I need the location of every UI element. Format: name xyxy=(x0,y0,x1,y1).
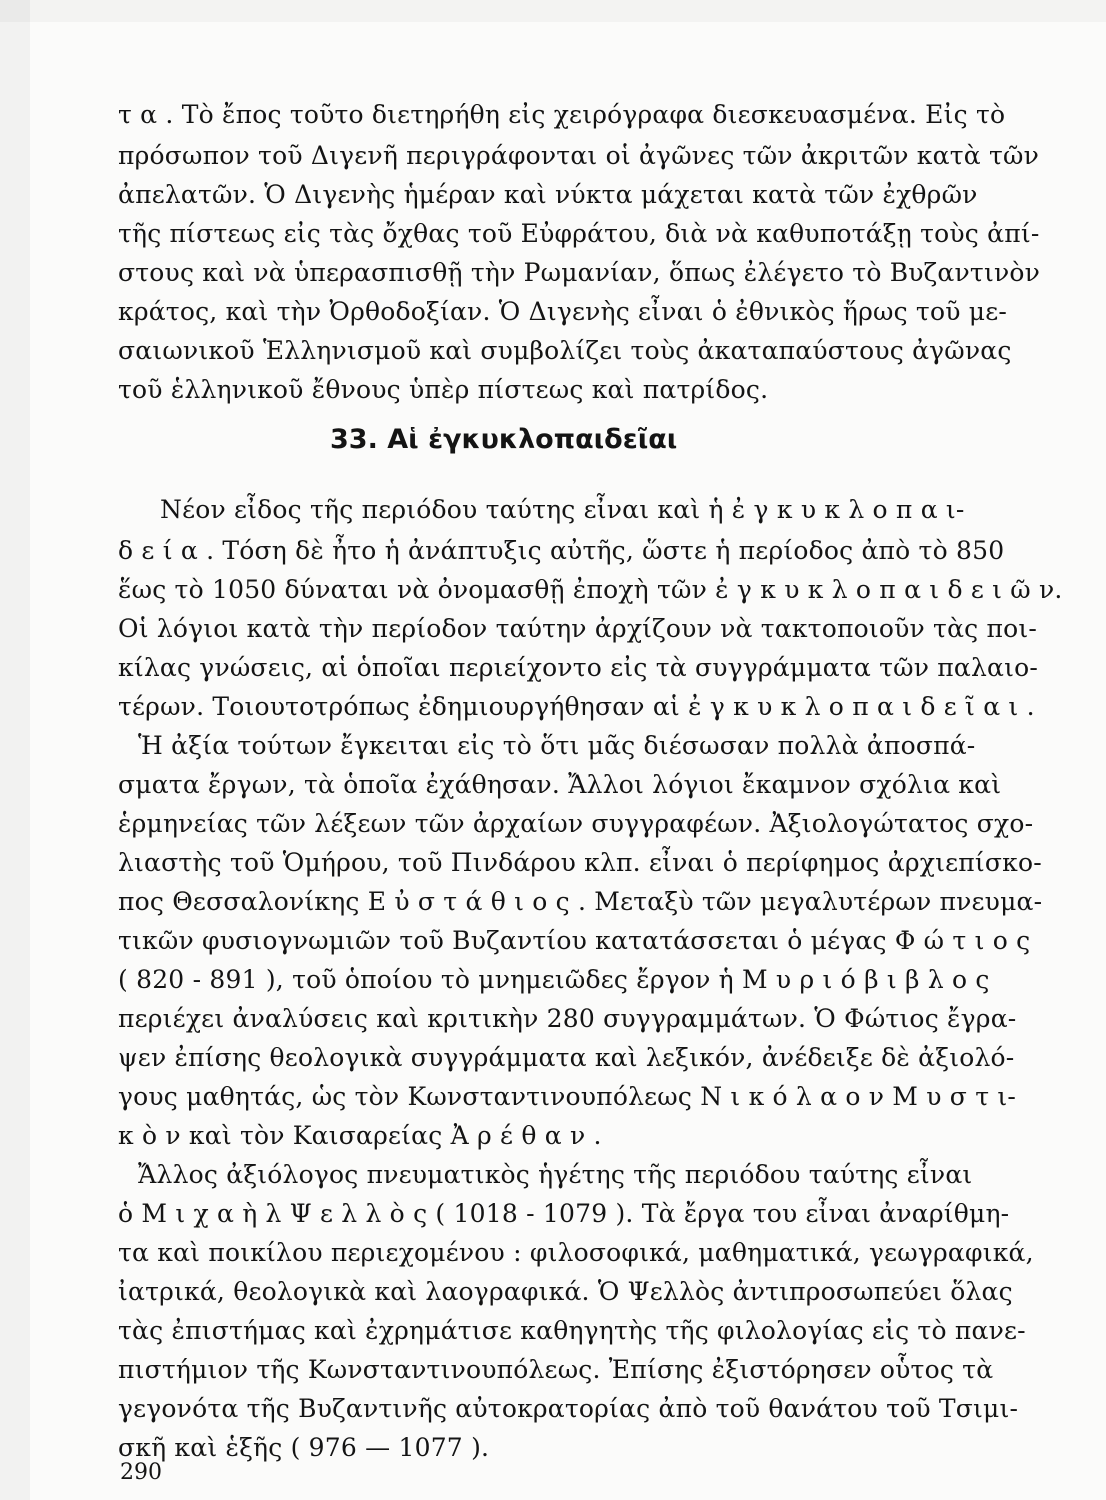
text-line: τ α . Τὸ ἔπος τοῦτο διετηρήθη εἰς χειρόγραφα διεσκευασμένα. Εἰς τὸ xyxy=(118,100,1006,129)
text-line: ἰατρικά, θεολογικὰ καὶ λαογραφικά. Ὁ Ψελλὸς ἀντιπροσωπεύει ὅλας xyxy=(118,1277,1013,1306)
page-gutter-shadow xyxy=(0,0,30,1500)
text-line: τέρων. Τοιουτοτρόπως ἐδημιουργήθησαν αἱ ἐ γ κ υ κ λ ο π α ι δ ε ῖ α ι . xyxy=(118,692,1035,721)
text-line: ὁ Μ ι χ α ὴ λ Ψ ε λ λ ὸ ς ( 1018 - 1079 ). Τὰ ἔργα του εἶναι ἀναρίθμη- xyxy=(118,1199,1010,1228)
text-line: ἕως τὸ 1050 δύναται νὰ ὀνομασθῇ ἐποχὴ τῶν ἐ γ κ υ κ λ ο π α ι δ ε ι ῶ ν. xyxy=(118,575,1063,604)
section-heading xyxy=(330,424,790,456)
paragraph-first-line: Ἡ ἀξία τούτων ἔγκειται εἰς τὸ ὅτι μᾶς διέσωσαν πολλὰ ἀποσπά- xyxy=(138,731,976,760)
text-line: ἀπελατῶν. Ὁ Διγενὴς ἡμέραν καὶ νύκτα μάχεται κατὰ τῶν ἐχθρῶν xyxy=(118,180,978,209)
text-line: δ ε ί α . Τόση δὲ ἦτο ἡ ἀνάπτυξις αὐτῆς, ὥστε ἡ περίοδος ἀπὸ τὸ 850 xyxy=(118,536,1005,565)
text-line: πος Θεσσαλονίκης Ε ὐ σ τ ά θ ι ο ς . Μεταξὺ τῶν μεγαλυτέρων πνευμα- xyxy=(118,887,1043,916)
text-line: κ ὸ ν καὶ τὸν Καισαρείας Ἀ ρ έ θ α ν . xyxy=(118,1121,602,1150)
text-line: ψεν ἐπίσης θεολογικὰ συγγράμματα καὶ λεξικόν, ἀνέδειξε δὲ ἀξιολό- xyxy=(118,1043,1015,1072)
text-line: κίλας γνώσεις, αἱ ὁποῖαι περιείχοντο εἰς τὰ συγγράμματα τῶν παλαιο- xyxy=(118,653,1039,682)
text-line: γους μαθητάς, ὡς τὸν Κωνσταντινουπόλεως Ν ι κ ό λ α ο ν Μ υ σ τ ι- xyxy=(118,1082,1017,1111)
text-line: σκῆ καὶ ἑξῆς ( 976 — 1077 ). xyxy=(118,1433,490,1462)
section-number: 33. xyxy=(330,424,378,455)
text-line: τῆς πίστεως εἰς τὰς ὄχθας τοῦ Εὐφράτου, διὰ νὰ καθυποτάξῃ τοὺς ἀπί- xyxy=(118,219,1040,248)
text-line: πρόσωπον τοῦ Διγενῆ περιγράφονται οἱ ἀγῶνες τῶν ἀκριτῶν κατὰ τῶν xyxy=(118,141,1039,170)
text-line: τα καὶ ποικίλου περιεχομένου : φιλοσοφικά, μαθηματικά, γεωγραφικά, xyxy=(118,1238,1034,1267)
text-line: κράτος, καὶ τὴν Ὀρθοδοξίαν. Ὁ Διγενὴς εἶναι ὁ ἐθνικὸς ἥρως τοῦ με- xyxy=(118,297,1007,326)
page-top-shadow xyxy=(0,0,1106,22)
text-line: τικῶν φυσιογνωμιῶν τοῦ Βυζαντίου κατατάσσεται ὁ μέγας Φ ώ τ ι ο ς xyxy=(118,926,1031,955)
text-line: πιστήμιον τῆς Κωνσταντινουπόλεως. Ἐπίσης ἐξιστόρησεν οὗτος τὰ xyxy=(118,1355,994,1384)
text-line: στους καὶ νὰ ὑπερασπισθῇ τὴν Ρωμανίαν, ὅπως ἐλέγετο τὸ Βυζαντινὸν xyxy=(118,258,1040,287)
text-line: τοῦ ἑλληνικοῦ ἔθνους ὑπὲρ πίστεως καὶ πατρίδος. xyxy=(118,375,769,404)
text-line: ( 820 - 891 ), τοῦ ὁποίου τὸ μνημειῶδες ἔργον ἡ Μ υ ρ ι ό β ι β λ ο ς xyxy=(118,965,990,994)
section-title: Αἱ ἐγκυκλοπαιδεῖαι xyxy=(387,424,678,455)
paragraph-first-line: Νέον εἶδος τῆς περιόδου ταύτης εἶναι καὶ ἡ ἐ γ κ υ κ λ ο π α ι- xyxy=(160,495,965,524)
text-line: σματα ἔργων, τὰ ὁποῖα ἐχάθησαν. Ἄλλοι λόγιοι ἔκαμνον σχόλια καὶ xyxy=(118,770,1002,799)
text-line: γεγονότα τῆς Βυζαντινῆς αὐτοκρατορίας ἀπὸ τοῦ θανάτου τοῦ Τσιμι- xyxy=(118,1394,1019,1423)
text-line: ἑρμηνείας τῶν λέξεων τῶν ἀρχαίων συγγραφέων. Ἀξιολογώτατος σχο- xyxy=(118,809,1034,838)
text-line: λιαστὴς τοῦ Ὁμήρου, τοῦ Πινδάρου κλπ. εἶναι ὁ περίφημος ἀρχιεπίσκο- xyxy=(118,848,1042,877)
text-line: Οἱ λόγιοι κατὰ τὴν περίοδον ταύτην ἀρχίζουν νὰ τακτοποιοῦν τὰς ποι- xyxy=(118,614,1038,643)
paragraph-first-line: Ἄλλος ἀξιόλογος πνευματικὸς ἡγέτης τῆς περιόδου ταύτης εἶναι xyxy=(138,1160,973,1189)
text-line: τὰς ἐπιστήμας καὶ ἐχρημάτισε καθηγητὴς τῆς φιλολογίας εἰς τὸ πανε- xyxy=(118,1316,1026,1345)
text-line: περιέχει ἀναλύσεις καὶ κριτικὴν 280 συγγραμμάτων. Ὁ Φώτιος ἔγρα- xyxy=(118,1004,1017,1033)
text-line: σαιωνικοῦ Ἑλληνισμοῦ καὶ συμβολίζει τοὺς ἀκαταπαύστους ἀγῶνας xyxy=(118,336,1012,365)
page-number: 290 xyxy=(120,1460,162,1485)
